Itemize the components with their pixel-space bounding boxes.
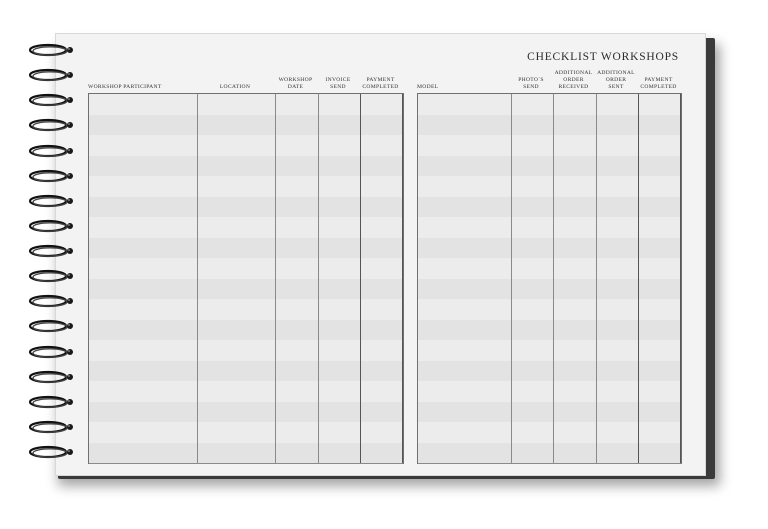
column-header-line: WORKSHOP xyxy=(278,77,313,83)
page-title: CHECKLIST WORKSHOPS xyxy=(527,51,679,63)
table-row[interactable] xyxy=(418,176,681,198)
spiral-ring-icon xyxy=(28,244,74,258)
column-divider xyxy=(402,94,403,463)
table-row[interactable] xyxy=(418,320,681,342)
table-row[interactable] xyxy=(89,94,403,116)
column-header-line: LOCATION xyxy=(219,84,251,90)
column-divider xyxy=(596,94,597,463)
spiral-ring-icon xyxy=(28,194,74,208)
table-row[interactable] xyxy=(89,115,403,137)
table-row[interactable] xyxy=(89,258,403,280)
spiral-ring-icon xyxy=(28,395,74,409)
column-header-line: DATE xyxy=(287,84,304,90)
column-header-line: PHOTO´S xyxy=(518,77,544,83)
table-row[interactable] xyxy=(89,299,403,321)
column-header xyxy=(274,77,317,91)
spiral-ring-icon xyxy=(28,68,74,82)
column-header xyxy=(88,84,196,91)
left-checklist-table xyxy=(88,93,404,464)
column-header-line: SEND xyxy=(523,84,539,90)
table-row[interactable] xyxy=(418,258,681,280)
table-row[interactable] xyxy=(89,422,403,444)
table-row[interactable] xyxy=(418,443,681,465)
table-row[interactable] xyxy=(418,217,681,239)
spiral-ring-icon xyxy=(28,93,74,107)
column-header xyxy=(359,77,402,91)
table-row[interactable] xyxy=(89,340,403,362)
table-row[interactable] xyxy=(89,135,403,157)
table-row[interactable] xyxy=(89,279,403,301)
column-divider xyxy=(275,94,276,463)
table-row[interactable] xyxy=(89,320,403,342)
column-header-line: COMPLETED xyxy=(362,84,399,90)
spiral-ring-icon xyxy=(28,219,74,233)
table-row[interactable] xyxy=(418,381,681,403)
table-row[interactable] xyxy=(418,299,681,321)
table-row[interactable] xyxy=(418,156,681,178)
spiral-ring-icon xyxy=(28,345,74,359)
table-row[interactable] xyxy=(418,197,681,219)
column-header xyxy=(552,70,595,91)
column-divider xyxy=(553,94,554,463)
column-divider xyxy=(511,94,512,463)
column-header-line: PAYMENT xyxy=(366,77,395,83)
column-divider xyxy=(638,94,639,463)
spiral-ring-icon xyxy=(28,169,74,183)
notebook-page xyxy=(55,33,706,476)
column-divider xyxy=(680,94,681,463)
table-row[interactable] xyxy=(418,135,681,157)
spiral-ring-icon xyxy=(28,420,74,434)
spiral-ring-icon xyxy=(28,294,74,308)
table-row[interactable] xyxy=(418,361,681,383)
right-checklist-table xyxy=(417,93,682,464)
spiral-ring-icon xyxy=(28,118,74,132)
column-header xyxy=(595,70,637,91)
table-headers xyxy=(55,33,706,93)
table-row[interactable] xyxy=(89,238,403,260)
column-header xyxy=(196,84,274,91)
column-header-line: ORDER xyxy=(563,77,584,83)
column-header-line: INVOICE xyxy=(325,77,351,83)
table-row[interactable] xyxy=(89,381,403,403)
spiral-ring-icon xyxy=(28,43,74,57)
table-row[interactable] xyxy=(89,402,403,424)
table-row[interactable] xyxy=(89,443,403,465)
column-header-line: COMPLETED xyxy=(640,84,677,90)
column-header-line: WORKSHOP PARTICIPANT xyxy=(88,84,162,90)
spiral-ring-icon xyxy=(28,445,74,459)
table-row[interactable] xyxy=(89,156,403,178)
column-divider xyxy=(197,94,198,463)
column-header xyxy=(417,84,510,91)
spiral-ring-icon xyxy=(28,269,74,283)
table-row[interactable] xyxy=(418,115,681,137)
column-divider xyxy=(318,94,319,463)
table-row[interactable] xyxy=(89,217,403,239)
column-header-line: SENT xyxy=(608,84,624,90)
spiral-ring-icon xyxy=(28,370,74,384)
table-row[interactable] xyxy=(89,361,403,383)
column-header-line: ADDITIONAL xyxy=(597,70,635,76)
column-header-line: RECEIVED xyxy=(558,84,589,90)
column-header-line: ADDITIONAL xyxy=(554,70,593,76)
table-row[interactable] xyxy=(89,176,403,198)
table-row[interactable] xyxy=(418,422,681,444)
table-row[interactable] xyxy=(418,402,681,424)
spiral-ring-icon xyxy=(28,319,74,333)
table-row[interactable] xyxy=(418,238,681,260)
column-header-line: MODEL xyxy=(417,84,439,90)
table-row[interactable] xyxy=(89,197,403,219)
column-header xyxy=(317,77,359,91)
column-header-line: ORDER xyxy=(605,77,627,83)
column-header xyxy=(510,77,552,91)
table-row[interactable] xyxy=(418,279,681,301)
column-header-line: PAYMENT xyxy=(644,77,673,83)
column-header xyxy=(637,77,680,91)
table-row[interactable] xyxy=(418,94,681,116)
column-divider xyxy=(360,94,361,463)
table-row[interactable] xyxy=(418,340,681,362)
spiral-ring-icon xyxy=(28,144,74,158)
column-header-line: SEND xyxy=(330,84,346,90)
